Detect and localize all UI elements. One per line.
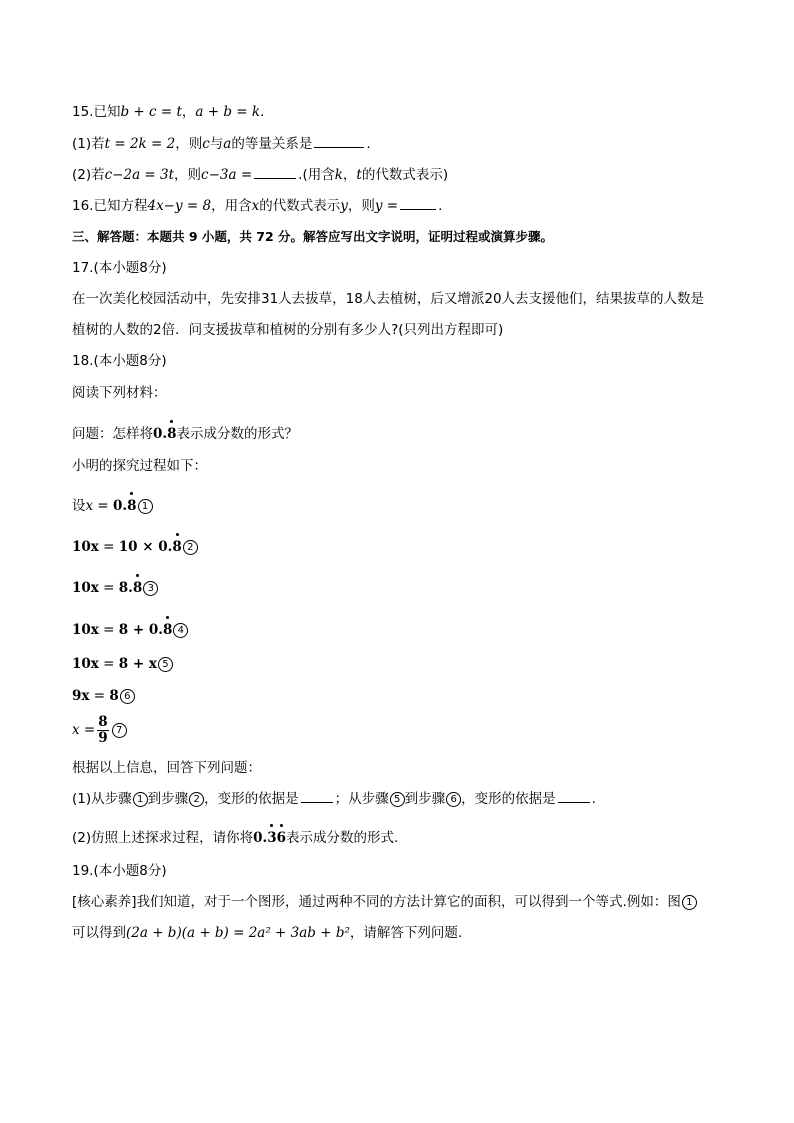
section-heading: 三、解答题：本题共 9 小题，共 72 分。解答应写出文字说明，证明过程或演算步骤。 (72, 229, 554, 244)
q18-step: x = $\frac{8}{9}$ 7 (72, 712, 127, 748)
q19-header: 19.(本小题8分) (72, 863, 167, 879)
step-mark: 5 (158, 657, 173, 672)
q17-line1: 在一次美化校园活动中，先安排31人去拔草，18人去植树，后又增派20人去支援他们，结果拔草的人数是 (72, 291, 705, 307)
answer-blank[interactable] (301, 789, 333, 803)
q19-line1: [核心素养]我们知道，对于一个图形，通过两种不同的方法计算它的面积，可以得到一个等式.例如：图 1 (72, 892, 697, 912)
step-mark: 5 (390, 792, 405, 807)
q18-question: 问题：怎样将0.8表示成分数的形式？ (72, 426, 298, 442)
step-mark: 2 (189, 792, 204, 807)
step-mark: 4 (173, 623, 188, 638)
q18-part1: (1)从步骤 1 到步骤 2 ，变形的依据是 ；从步骤 5 到步骤 6 ，变形的依据是 . (72, 791, 596, 807)
q18-step: 10x = 8 + 0.8 4 (72, 620, 188, 640)
fraction: $\frac{8}{9}$ (98, 713, 108, 746)
q18-explore: 小明的探究过程如下： (72, 458, 207, 474)
step-mark: 2 (183, 540, 198, 555)
q18-step: 10x = 8.8 3 (72, 578, 158, 598)
q18-step: 9x = 8 6 (72, 686, 135, 706)
q15-part1: (1)若t = 2k = 2，则c与a的等量关系是 . (72, 136, 371, 152)
q18-part2: (2)仿照上述探求过程，请你将0.36表示成分数的形式. (72, 830, 399, 846)
step-mark: 6 (120, 689, 135, 704)
q18-answer-intro: 根据以上信息，回答下列问题： (72, 760, 261, 776)
q18-read: 阅读下列材料： (72, 385, 167, 401)
step-mark: 1 (138, 499, 153, 514)
q16-stem: 16.已知方程4x−y = 8，用含x的代数式表示y，则y = . (72, 198, 443, 214)
step-mark: 6 (446, 792, 461, 807)
q17-header: 17.(本小题8分) (72, 260, 167, 276)
answer-blank[interactable] (400, 196, 436, 210)
step-mark: 1 (133, 792, 148, 807)
q18-header: 18.(本小题8分) (72, 353, 167, 369)
step-mark: 7 (112, 723, 127, 738)
q17-line2: 植树的人数的2倍．问支援拔草和植树的分别有多少人?(只列出方程即可) (72, 322, 504, 338)
q15-stem: 15.已知b + c = t，a + b = k. (72, 104, 265, 120)
answer-blank[interactable] (254, 165, 296, 179)
q18-step: 10x = 8 + x 5 (72, 654, 173, 674)
answer-blank[interactable] (314, 134, 364, 148)
figure-mark: 1 (682, 895, 697, 910)
q18-step: 10x = 10 × 0.8 2 (72, 537, 198, 557)
step-mark: 3 (143, 581, 158, 596)
q19-line2: 可以得到(2a + b)(a + b) = 2a² + 3ab + b²，请解答下列问题. (72, 925, 463, 941)
answer-blank[interactable] (558, 789, 590, 803)
q15-part2: (2)若c−2a = 3t，则c−3a = .(用含k，t的代数式表示) (72, 167, 449, 183)
q18-step: 设x = 0.8 1 (72, 496, 153, 516)
